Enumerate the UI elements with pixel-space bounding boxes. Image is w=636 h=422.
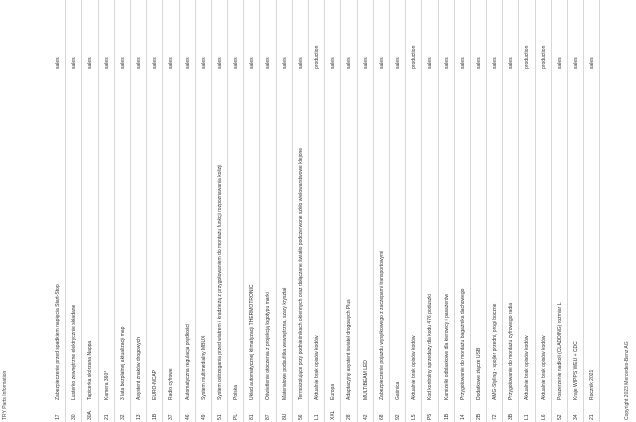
row-type: sales bbox=[492, 57, 499, 69]
table-row bbox=[519, 0, 535, 422]
row-type: sales bbox=[184, 57, 191, 69]
row-code: 21 bbox=[103, 414, 110, 420]
row-type: sales bbox=[427, 57, 434, 69]
table-row bbox=[584, 0, 600, 422]
row-description: EURO-NCAP bbox=[152, 369, 159, 400]
table-row bbox=[422, 0, 438, 422]
row-description: Zabezpieczenie pojazdu wysyłkowego z zaczepami transportowymi bbox=[378, 250, 385, 400]
table-row bbox=[212, 0, 228, 422]
row-description: MULTIBEAM LED bbox=[362, 360, 369, 400]
row-description: Poszerzenie nadkoli (CLADDING) rozmiar L bbox=[556, 302, 563, 400]
row-code: 8U bbox=[281, 413, 288, 420]
page-footer: Copyright 2023 Mercedes-Benz AG bbox=[624, 341, 630, 420]
row-description: Przygotowanie do montażu bagażnika dachowego bbox=[459, 288, 466, 400]
table-row bbox=[487, 0, 503, 422]
table-row bbox=[552, 0, 568, 422]
row-description: Tapicerka skórzana Nappa bbox=[87, 340, 94, 400]
row-description: Kamizelki odblaskowe dla kierowcy i pasażerów bbox=[443, 293, 450, 400]
row-code: 42 bbox=[362, 414, 369, 420]
row-description: Układ automatycznej klimatyzacji THERMOTRONIC bbox=[249, 284, 256, 400]
row-description: Aktualnie brak opisów kodów bbox=[540, 335, 547, 400]
row-type: sales bbox=[281, 57, 288, 69]
row-type: sales bbox=[249, 57, 256, 69]
table-row bbox=[568, 0, 584, 422]
row-type: sales bbox=[443, 57, 450, 69]
table-row bbox=[147, 0, 163, 422]
table-row bbox=[277, 0, 293, 422]
table-row bbox=[115, 0, 131, 422]
row-type: sales bbox=[168, 57, 175, 69]
row-code: PL bbox=[233, 413, 240, 420]
row-code: P5 bbox=[427, 413, 434, 420]
row-code: 34 bbox=[573, 414, 579, 420]
table-row bbox=[244, 0, 260, 422]
row-code: 32 bbox=[119, 414, 126, 420]
row-type: sales bbox=[378, 57, 385, 69]
row-type: sales bbox=[265, 57, 272, 69]
row-description: Asystent znaków drogowych bbox=[135, 336, 142, 400]
table-row bbox=[374, 0, 390, 422]
row-code: 3B bbox=[508, 413, 515, 420]
row-code: 46 bbox=[184, 414, 191, 420]
row-type: sales bbox=[119, 57, 126, 69]
table-row bbox=[50, 0, 66, 422]
row-type: sales bbox=[152, 57, 159, 69]
row-type: sales bbox=[103, 57, 110, 69]
table-row bbox=[260, 0, 276, 422]
row-type: sales bbox=[71, 57, 78, 69]
row-description: 3 lata bezpłatnej aktualizacji map bbox=[119, 326, 126, 400]
row-type: sales bbox=[200, 57, 207, 69]
table-row bbox=[66, 0, 82, 422]
row-description: Lusterko zewnętrzne elektrycznie składane bbox=[71, 304, 78, 400]
table-row bbox=[293, 0, 309, 422]
table-row bbox=[99, 0, 115, 422]
row-type: sales bbox=[216, 57, 223, 69]
table-row bbox=[131, 0, 147, 422]
table-row bbox=[536, 0, 552, 422]
row-code: 30 bbox=[71, 414, 78, 420]
row-description: Automatyczna regulacja prędkości bbox=[184, 323, 191, 400]
row-description: Oświetlenie otoczenia z projekcją logotypu marki bbox=[265, 292, 272, 400]
row-code: 2B bbox=[475, 413, 482, 420]
row-description: Aktualnie brak opisów kodów bbox=[524, 335, 531, 400]
table-row bbox=[503, 0, 519, 422]
row-code: L1 bbox=[524, 414, 531, 420]
row-code: 92 bbox=[394, 414, 401, 420]
row-code: L6 bbox=[540, 414, 547, 420]
row-code: XXL bbox=[330, 410, 337, 420]
row-type: production bbox=[314, 45, 320, 69]
table-row bbox=[390, 0, 406, 422]
row-description: Kamera 360° bbox=[103, 370, 110, 400]
table-row bbox=[228, 0, 244, 422]
table-row bbox=[196, 0, 212, 422]
row-code: 37 bbox=[168, 414, 175, 420]
row-type: sales bbox=[233, 57, 240, 69]
table-row bbox=[358, 0, 374, 422]
row-code: 14 bbox=[459, 414, 466, 420]
row-code: 28 bbox=[346, 414, 353, 420]
row-code: 30A bbox=[87, 411, 94, 420]
row-type: sales bbox=[87, 57, 94, 69]
row-code: 68 bbox=[378, 414, 385, 420]
row-type: production bbox=[524, 45, 531, 69]
table-row bbox=[180, 0, 196, 422]
row-description: Radio cyfrowe bbox=[168, 368, 175, 400]
row-description: Gaśnica bbox=[394, 381, 401, 400]
row-code: 49 bbox=[200, 414, 207, 420]
row-description: Przygotowanie do montażu cyfrowego radia bbox=[508, 303, 515, 400]
table-row bbox=[163, 0, 179, 422]
table-row bbox=[471, 0, 487, 422]
row-code: 52 bbox=[556, 414, 563, 420]
table-row bbox=[439, 0, 455, 422]
table-row bbox=[325, 0, 341, 422]
row-type: sales bbox=[55, 57, 61, 69]
row-description: System ostrzegania przed wiatrem i kradzieżą z przygotowaniem do montażu funkcji rozpoznawania kolizji bbox=[216, 164, 223, 400]
row-code: 1B bbox=[443, 413, 450, 420]
table-row bbox=[455, 0, 471, 422]
row-description: Aktualnie brak opisów kodów bbox=[314, 335, 320, 400]
row-description: Europa bbox=[330, 383, 337, 400]
row-type: sales bbox=[135, 57, 142, 69]
row-type: production bbox=[411, 45, 418, 69]
row-code: L1 bbox=[314, 414, 320, 420]
row-description: Aktualnie brak opisów kodów bbox=[411, 335, 418, 400]
row-type: sales bbox=[556, 57, 563, 69]
code-table bbox=[50, 0, 600, 422]
row-description: Kraje WIPPS WEU + CDC bbox=[573, 341, 579, 400]
row-code: 1B bbox=[152, 413, 159, 420]
table-row bbox=[406, 0, 422, 422]
row-code: L5 bbox=[411, 414, 418, 420]
row-description: Adaptacyjny asystent świateł drogowych Plus bbox=[346, 299, 353, 400]
row-code: 87 bbox=[265, 414, 272, 420]
row-type: sales bbox=[330, 57, 337, 69]
row-description: Polska bbox=[233, 384, 240, 400]
row-type: sales bbox=[589, 57, 596, 69]
row-type: sales bbox=[346, 57, 353, 69]
row-type: sales bbox=[459, 57, 466, 69]
row-type: sales bbox=[508, 57, 515, 69]
row-description: Termoizolujące przy podnieśnikach okiennych oraz dołączane światło podczerwone szkło wielowarstwowe klejone bbox=[297, 147, 304, 400]
row-type: sales bbox=[475, 57, 482, 69]
row-type: sales bbox=[394, 57, 401, 69]
row-description: Materiałowe podsufitka wewnętrzna, szary kryształ bbox=[281, 287, 288, 400]
row-code: 81 bbox=[249, 414, 256, 420]
row-code: 13 bbox=[135, 414, 142, 420]
row-description: Kod kontrolny sprzedaży dla kodu 476 poduszki bbox=[427, 294, 434, 400]
table-row bbox=[341, 0, 357, 422]
row-type: sales bbox=[362, 57, 369, 69]
row-code: 17 bbox=[55, 414, 61, 420]
row-description: Dodatkowe złącze USB bbox=[475, 347, 482, 400]
table-row bbox=[82, 0, 98, 422]
row-code: 56 bbox=[297, 414, 304, 420]
row-description: Zabezpieczenie przed spadkiem napięcia Start-Stop bbox=[55, 284, 61, 400]
row-type: production bbox=[540, 45, 547, 69]
row-description: Rocznik 2021 bbox=[589, 369, 596, 400]
row-code: 21 bbox=[589, 414, 596, 420]
row-type: sales bbox=[297, 57, 304, 69]
table-row bbox=[309, 0, 325, 422]
row-description: AMG-Styling - spojler przedni, progi boczne bbox=[492, 303, 499, 400]
row-code: 72 bbox=[492, 414, 499, 420]
row-code: 51 bbox=[216, 414, 223, 420]
page-header: TRY Parts Information bbox=[2, 370, 8, 420]
row-description: System multimedialny MBUX bbox=[200, 335, 207, 400]
row-type: sales bbox=[573, 57, 579, 69]
